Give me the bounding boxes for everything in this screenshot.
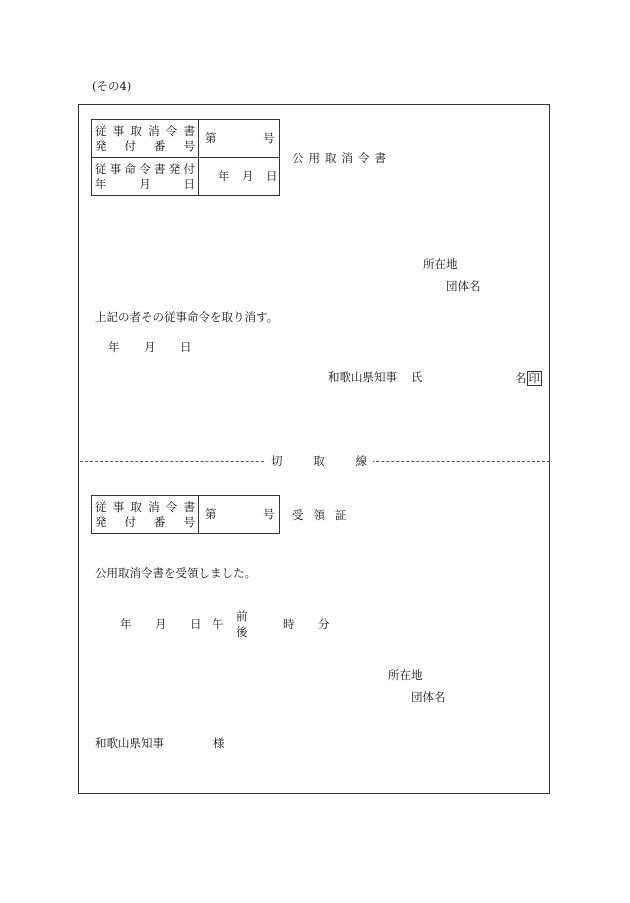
- go-char: 号: [263, 131, 275, 145]
- receipt-org-name-label: 団体名: [411, 690, 446, 704]
- issue-month: 月: [144, 340, 156, 354]
- name-and-seal: [515, 371, 542, 386]
- order-number-box: [91, 119, 280, 196]
- receipt-am: 前: [236, 609, 248, 623]
- command-date-label-line2: 年月日: [95, 176, 195, 191]
- name-prefix: 氏: [411, 370, 423, 384]
- issuer: 和歌山県知事: [328, 370, 397, 384]
- honorific: 様: [213, 736, 225, 750]
- receipt-address-label: 所在地: [388, 668, 423, 682]
- receipt-month: 月: [155, 617, 167, 631]
- receipt-ampm-prefix: 午: [212, 617, 224, 631]
- form-frame: [78, 104, 550, 794]
- receipt-title: 受領証: [292, 508, 357, 522]
- cut-char-2: 取: [313, 454, 325, 468]
- receipt-go-char: 号: [263, 507, 275, 521]
- order-number-value[interactable]: [199, 120, 280, 158]
- receipt-pm: 後: [236, 625, 248, 639]
- name-suffix: 名: [515, 371, 527, 385]
- dai-char: 第: [205, 131, 217, 145]
- year-char: 年: [218, 169, 230, 183]
- receipt-hour: 時: [283, 617, 295, 631]
- receipt-year: 年: [120, 617, 132, 631]
- command-date-value[interactable]: [199, 158, 280, 196]
- month-char: 月: [242, 169, 254, 183]
- form-number: (その4): [92, 79, 132, 93]
- org-name-label: 団体名: [446, 279, 481, 293]
- cut-char-3: 線: [355, 454, 367, 468]
- seal-mark: 印: [528, 371, 540, 385]
- issue-year: 年: [108, 340, 120, 354]
- receipt-number-label-line1: 従事取消令書: [95, 499, 195, 514]
- cut-line-label: [265, 455, 373, 467]
- receipt-number-label-line2: 発付番号: [95, 514, 195, 529]
- order-number-label-line2: 発付番号: [95, 138, 195, 153]
- day-char: 日: [266, 169, 278, 183]
- order-number-label-line1: 従事取消令書: [95, 123, 195, 138]
- cut-char-1: 切: [271, 454, 283, 468]
- command-date-label: [92, 158, 199, 196]
- command-date-label-line1: 従事命令書発付: [95, 161, 195, 176]
- receipt-dai-char: 第: [205, 507, 217, 521]
- receipt-number-box: [91, 495, 280, 534]
- receipt-number-value[interactable]: [199, 496, 280, 534]
- address-label: 所在地: [423, 257, 458, 271]
- order-title: 公用取消令書: [292, 151, 391, 165]
- receipt-minute: 分: [318, 617, 330, 631]
- receipt-day: 日: [190, 617, 202, 631]
- issue-day: 日: [180, 340, 192, 354]
- receipt-statement: 公用取消令書を受領しました。: [95, 566, 256, 580]
- order-number-label: [92, 120, 199, 158]
- cancel-statement: 上記の者その従事命令を取り消す。: [95, 310, 279, 324]
- receipt-number-label: [92, 496, 199, 534]
- addressee: 和歌山県知事: [95, 736, 164, 750]
